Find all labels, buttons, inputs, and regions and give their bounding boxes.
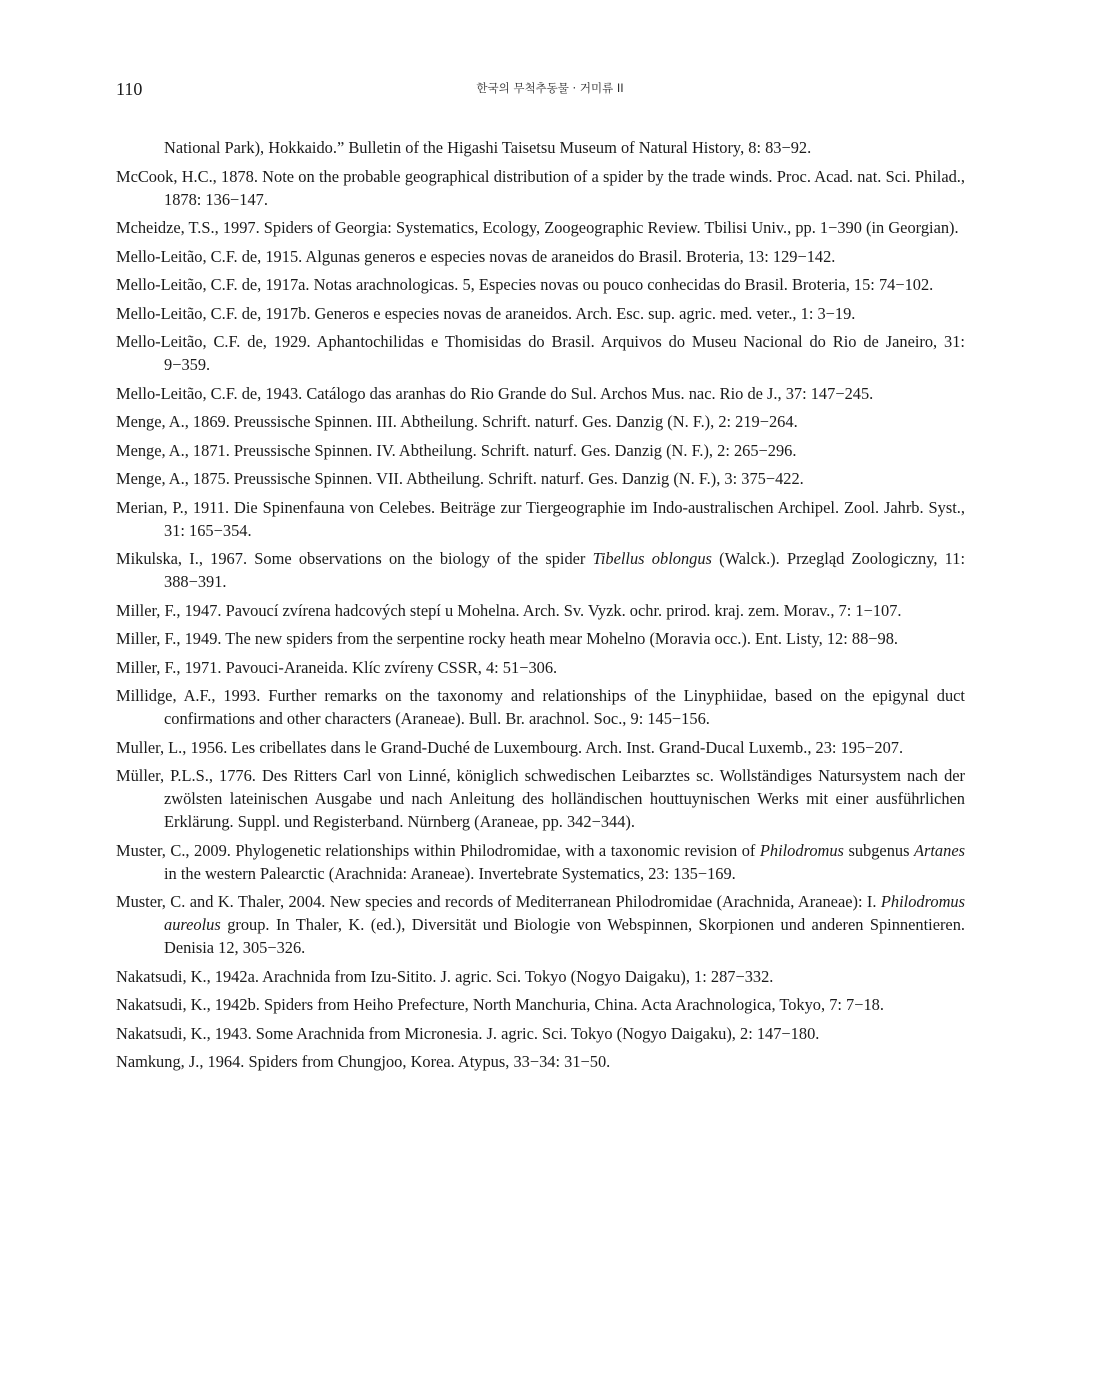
reference-text: Miller, F., 1947. Pavoucí zvírena hadcových stepí u Mohelna. Arch. Sv. Vyzk. ochr. prirod. kraj. zem. Morav., 7: 1−107. xyxy=(116,600,902,620)
reference-text: Muster, C., 2009. Phylogenetic relationships within Philodromidae, with a taxonomic revision of xyxy=(116,840,760,860)
reference-entry xyxy=(116,599,965,622)
reference-entry xyxy=(116,439,965,462)
reference-entry xyxy=(116,496,965,542)
running-title: 한국의 무척추동물 · 거미류 II xyxy=(476,81,624,95)
italic-taxon-name: Philodromus aureolus xyxy=(164,892,965,934)
reference-entry xyxy=(116,656,965,679)
reference-text: Muller, L., 1956. Les cribellates dans le Grand-Duché de Luxembourg. Arch. Inst. Grand-Ducal Luxemb., 23: 195−207. xyxy=(116,737,904,757)
reference-entry xyxy=(116,547,965,593)
reference-text: subgenus xyxy=(843,840,914,860)
reference-entry xyxy=(116,245,965,268)
reference-entry xyxy=(116,764,965,833)
reference-entry xyxy=(116,382,965,405)
reference-entry xyxy=(116,302,965,325)
italic-taxon-name: Artanes xyxy=(913,840,965,860)
reference-text: Miller, F., 1971. Pavouci-Araneida. Klíc zvíreny CSSR, 4: 51−306. xyxy=(116,657,558,677)
reference-text: McCook, H.C., 1878. Note on the probable geographical distribution of a spider by the trade winds. Proc. Acad. nat. Sci. Philad., 1878: 136−147. xyxy=(116,166,965,209)
reference-text: Mello-Leitão, C.F. de, 1917b. Generos e especies novas de araneidos. Arch. Esc. sup. agric. med. veter., 1: 3−19. xyxy=(116,303,856,323)
reference-entry xyxy=(116,1050,965,1073)
reference-entry xyxy=(116,736,965,759)
reference-entry xyxy=(116,993,965,1016)
reference-text: Mello-Leitão, C.F. de, 1917a. Notas arachnologicas. 5, Especies novas ou pouco conhecidas do Brasil. Broteria, 15: 74−102. xyxy=(116,275,934,294)
italic-taxon-name: Philodromus xyxy=(759,840,844,860)
page-number: 110 xyxy=(116,79,143,99)
reference-entry xyxy=(116,273,965,296)
reference-text: Nakatsudi, K., 1942b. Spiders from Heiho Prefecture, North Manchuria, China. Acta Arachnologica, Tokyo, 7: 7−18. xyxy=(116,995,884,1014)
reference-text: Merian, P., 1911. Die Spinenfauna von Celebes. Beiträge zur Tiergeographie im Indo-australischen Archipel. Zool. Jahrb. Syst., 31: 165−354. xyxy=(116,497,965,540)
reference-text: Mcheidze, T.S., 1997. Spiders of Georgia: Systematics, Ecology, Zoogeographic Review. Tbilisi Univ., pp. 1−390 (in Georgian). xyxy=(116,218,959,237)
reference-entry xyxy=(116,965,965,988)
reference-entry xyxy=(116,410,965,433)
reference-entry xyxy=(116,627,965,650)
reference-text: group. In Thaler, K. (ed.), Diversität und Biologie von Webspinnen, Skorpionen und anderen Spinnentieren. Denisia 12, 305−326. xyxy=(164,915,965,957)
reference-entry xyxy=(116,165,965,211)
reference-text: Menge, A., 1869. Preussische Spinnen. III. Abtheilung. Schrift. naturf. Ges. Danzig (N. F.), 2: 219−264. xyxy=(116,412,798,431)
reference-text: Nakatsudi, K., 1943. Some Arachnida from Micronesia. J. agric. Sci. Tokyo (Nogyo Daigaku), 2: 147−180. xyxy=(116,1023,820,1043)
reference-entry xyxy=(116,216,965,239)
reference-list xyxy=(116,136,965,1079)
reference-entry xyxy=(116,684,965,730)
reference-entry xyxy=(116,890,965,959)
reference-entry xyxy=(116,330,965,376)
reference-entry xyxy=(116,839,965,885)
reference-text: Nakatsudi, K., 1942a. Arachnida from Izu-Sitito. J. agric. Sci. Tokyo (Nogyo Daigaku), 1: 287−332. xyxy=(116,966,774,986)
italic-taxon-name: Tibellus oblongus xyxy=(592,549,712,568)
reference-text: Menge, A., 1871. Preussische Spinnen. IV. Abtheilung. Schrift. naturf. Ges. Danzig (N. F.), 2: 265−296. xyxy=(116,440,797,460)
reference-text: Muster, C. and K. Thaler, 2004. New species and records of Mediterranean Philodromidae (Arachnida, Araneae): I. xyxy=(116,892,881,911)
reference-text: Miller, F., 1949. The new spiders from the serpentine rocky heath mear Mohelno (Moravia occ.). Ent. Listy, 12: 88−98. xyxy=(116,629,899,648)
reference-text: Mello-Leitão, C.F. de, 1929. Aphantochilidas e Thomisidas do Brasil. Arquivos do Museu Nacional do Rio de Janeiro, 31: 9−359. xyxy=(116,332,965,374)
reference-text: in the western Palearctic (Arachnida: Araneae). Invertebrate Systematics, 23: 135−169. xyxy=(164,863,736,883)
reference-text: Menge, A., 1875. Preussische Spinnen. VII. Abtheilung. Schrift. naturf. Ges. Danzig (N. F.), 3: 375−422. xyxy=(116,469,804,488)
reference-entry xyxy=(116,1022,965,1045)
reference-text: (Walck.). Przegląd Zoologiczny, 11: 388−391. xyxy=(164,549,965,591)
reference-text: Mello-Leitão, C.F. de, 1915. Algunas generos e especies novas de araneidos do Brasil. Broteria, 13: 129−142. xyxy=(116,246,836,266)
reference-entry xyxy=(116,136,965,159)
reference-text: Mikulska, I., 1967. Some observations on the biology of the spider xyxy=(116,549,593,568)
reference-text: National Park), Hokkaido.” Bulletin of the Higashi Taisetsu Museum of Natural History, 8: 83−92. xyxy=(164,138,812,157)
reference-text: Mello-Leitão, C.F. de, 1943. Catálogo das aranhas do Rio Grande do Sul. Archos Mus. nac. Rio de J., 37: 147−245. xyxy=(116,383,874,403)
reference-entry xyxy=(116,467,965,490)
reference-text: Millidge, A.F., 1993. Further remarks on the taxonomy and relationships of the Linyphiidae, based on the epigynal duct confirmations and other characters (Araneae). Bull. Br. arachnol. Soc., 9: 145−156. xyxy=(116,686,965,728)
reference-text: Namkung, J., 1964. Spiders from Chungjoo, Korea. Atypus, 33−34: 31−50. xyxy=(116,1052,611,1071)
reference-text: Müller, P.L.S., 1776. Des Ritters Carl von Linné, königlich schwedischen Leibarztes sc. Wollständiges Natursystem nach der zwölsten lateinischen Ausgabe und nach Anleitung des holländischen houttuynischen Werks mit einer ausführlichen Erklärung. Suppl. und Registerband. Nürnberg (Araneae, pp. 342−344). xyxy=(116,766,965,831)
